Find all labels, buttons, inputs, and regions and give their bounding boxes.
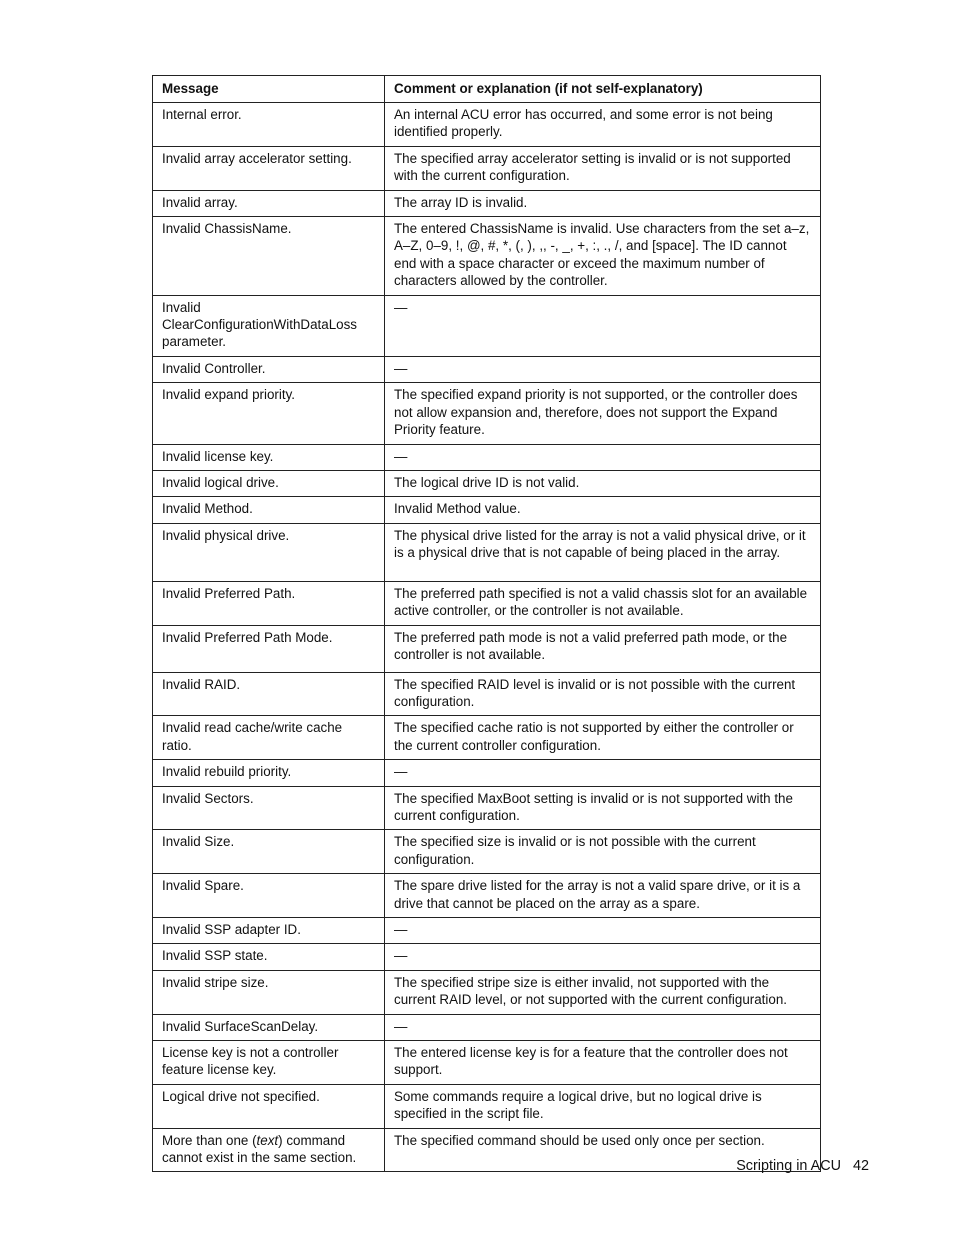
message-cell: Invalid Preferred Path. [153, 581, 385, 625]
message-cell: Invalid Method. [153, 497, 385, 523]
comment-cell: — [385, 444, 821, 470]
table-row [153, 146, 821, 190]
message-cell: Invalid read cache/write cache ratio. [153, 716, 385, 760]
message-cell: Invalid array accelerator setting. [153, 146, 385, 190]
message-cell: Invalid stripe size. [153, 970, 385, 1014]
message-cell: Internal error. [153, 103, 385, 147]
message-cell: Invalid license key. [153, 444, 385, 470]
error-message-table [152, 75, 821, 1172]
comment-cell: Invalid Method value. [385, 497, 821, 523]
footer-section-title: Scripting in ACU [736, 1158, 841, 1174]
table-row [153, 672, 821, 716]
comment-cell: The spare drive listed for the array is not a valid spare drive, or it is a drive that cannot be placed on the array as a spare. [385, 874, 821, 918]
message-text: ) command cannot exist in the same section. [162, 1132, 357, 1166]
page-number: 42 [852, 1158, 869, 1174]
table-row [153, 918, 821, 944]
comment-cell: — [385, 918, 821, 944]
message-cell: Invalid Preferred Path Mode. [153, 625, 385, 672]
table-row [153, 716, 821, 760]
table-row [153, 970, 821, 1014]
comment-cell: The logical drive ID is not valid. [385, 470, 821, 496]
table-row [153, 383, 821, 444]
comment-cell: — [385, 295, 821, 356]
comment-cell: An internal ACU error has occurred, and some error is not being identified properly. [385, 103, 821, 147]
message-cell: Invalid Size. [153, 830, 385, 874]
message-cell: Invalid logical drive. [153, 470, 385, 496]
comment-cell: The specified stripe size is either invalid, not supported with the current RAID level, or not supported with the current configuration. [385, 970, 821, 1014]
message-cell: Invalid Spare. [153, 874, 385, 918]
table-row [153, 356, 821, 382]
comment-cell: The specified cache ratio is not supported by either the controller or the current controller configuration. [385, 716, 821, 760]
message-cell: Invalid SSP state. [153, 944, 385, 970]
message-cell: Invalid SSP adapter ID. [153, 918, 385, 944]
comment-cell: The specified command should be used only once per section. [385, 1128, 821, 1172]
message-cell: Invalid rebuild priority. [153, 760, 385, 786]
table-row [153, 444, 821, 470]
table-row [153, 103, 821, 147]
message-italic-text: text [256, 1132, 279, 1148]
message-cell: Invalid ChassisName. [153, 217, 385, 296]
table-row [153, 295, 821, 356]
comment-cell: The specified MaxBoot setting is invalid or is not supported with the current configuration. [385, 786, 821, 830]
table-row [153, 581, 821, 625]
header-comment: Comment or explanation (if not self-explanatory) [385, 76, 821, 103]
table-row [153, 1084, 821, 1128]
table-row [153, 1014, 821, 1040]
message-cell: Invalid array. [153, 190, 385, 216]
comment-cell: The specified size is invalid or is not possible with the current configuration. [385, 830, 821, 874]
message-text: More than one ( [162, 1132, 257, 1148]
table-row [153, 760, 821, 786]
message-cell: License key is not a controller feature license key. [153, 1041, 385, 1085]
table-row [153, 523, 821, 581]
table-row [153, 190, 821, 216]
comment-cell: — [385, 1014, 821, 1040]
message-cell [153, 1128, 385, 1172]
comment-cell: — [385, 944, 821, 970]
comment-cell: The specified array accelerator setting is invalid or is not supported with the current configuration. [385, 146, 821, 190]
message-cell: Invalid Sectors. [153, 786, 385, 830]
comment-cell: The specified RAID level is invalid or is not possible with the current configuration. [385, 672, 821, 716]
comment-cell: The array ID is invalid. [385, 190, 821, 216]
table-row [153, 830, 821, 874]
table-row [153, 497, 821, 523]
message-cell: Logical drive not specified. [153, 1084, 385, 1128]
comment-cell: The preferred path mode is not a valid preferred path mode, or the controller is not available. [385, 625, 821, 672]
table-row [153, 874, 821, 918]
message-cell: Invalid SurfaceScanDelay. [153, 1014, 385, 1040]
comment-cell: — [385, 356, 821, 382]
message-cell: Invalid physical drive. [153, 523, 385, 581]
table-body [153, 103, 821, 1172]
comment-cell: The physical drive listed for the array is not a valid physical drive, or it is a physical drive that is not capable of being placed in the array. [385, 523, 821, 581]
table-row [153, 786, 821, 830]
comment-cell: The preferred path specified is not a valid chassis slot for an available active controller, or the controller is not available. [385, 581, 821, 625]
table-row [153, 470, 821, 496]
table-row [153, 1128, 821, 1172]
header-message: Message [153, 76, 385, 103]
comment-cell: Some commands require a logical drive, but no logical drive is specified in the script file. [385, 1084, 821, 1128]
table-header-row [153, 76, 821, 103]
table-row [153, 944, 821, 970]
comment-cell: The specified expand priority is not supported, or the controller does not allow expansion and, therefore, does not support the Expand Priority feature. [385, 383, 821, 444]
table-row [153, 625, 821, 672]
message-cell: Invalid expand priority. [153, 383, 385, 444]
message-cell: Invalid ClearConfigurationWithDataLoss parameter. [153, 295, 385, 356]
table-row [153, 217, 821, 296]
message-cell: Invalid RAID. [153, 672, 385, 716]
comment-cell: The entered ChassisName is invalid. Use characters from the set a–z, A–Z, 0–9, !, @, #, *, (, ), ,, -, _, +, :, ., /, and [space]. The ID cannot end with a space character or exceed the maximum number of characters allowed by the controller. [385, 217, 821, 296]
message-cell: Invalid Controller. [153, 356, 385, 382]
table-row [153, 1041, 821, 1085]
comment-cell: The entered license key is for a feature that the controller does not support. [385, 1041, 821, 1085]
comment-cell: — [385, 760, 821, 786]
page-footer [736, 1158, 869, 1174]
